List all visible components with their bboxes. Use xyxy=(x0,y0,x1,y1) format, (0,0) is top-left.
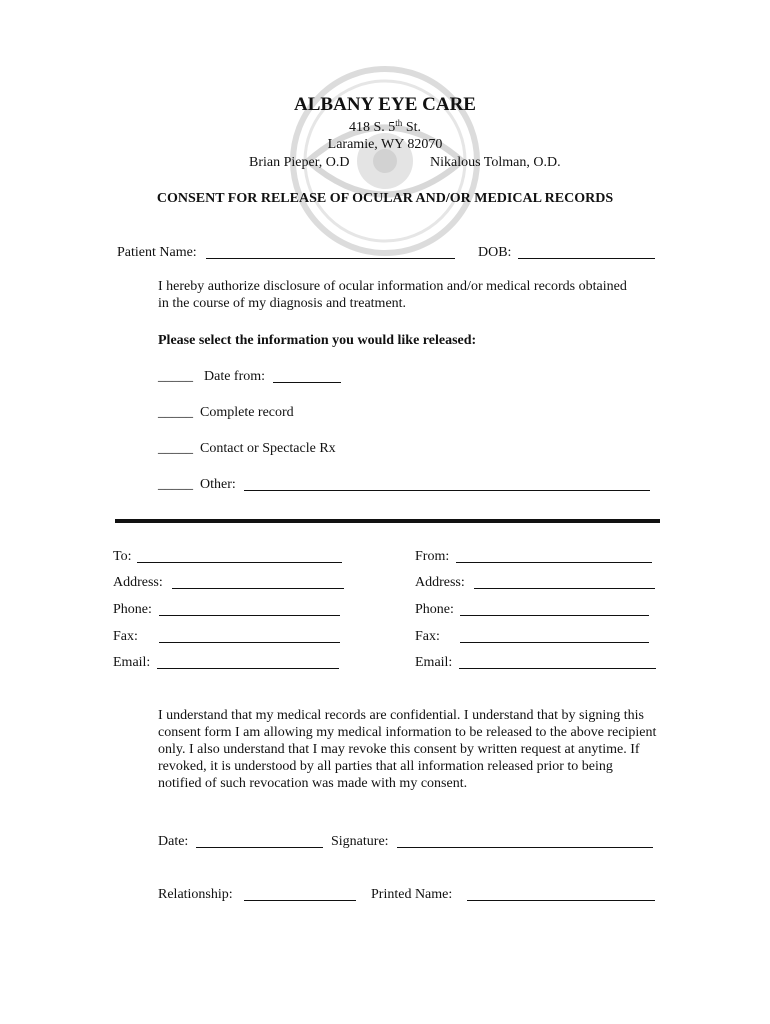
option-date-from-blank[interactable]: _____ xyxy=(158,369,193,384)
practice-name: ALBANY EYE CARE xyxy=(294,94,476,115)
patient-name-field[interactable] xyxy=(206,245,455,259)
option-complete-record-blank[interactable]: _____ xyxy=(158,405,193,420)
to-address-field[interactable] xyxy=(172,575,344,589)
from-phone-field[interactable] xyxy=(460,602,649,616)
other-field[interactable] xyxy=(244,477,650,491)
dob-label: DOB: xyxy=(478,245,512,260)
to-address-label: Address: xyxy=(113,575,163,590)
from-fax-field[interactable] xyxy=(460,629,649,643)
form-title: CONSENT FOR RELEASE OF OCULAR AND/OR MEDICAL RECORDS xyxy=(156,191,614,206)
date-from-field[interactable] xyxy=(273,369,341,383)
from-email-label: Email: xyxy=(415,655,453,670)
relationship-field[interactable] xyxy=(244,887,356,901)
option-complete-record-label: Complete record xyxy=(200,405,294,420)
to-email-field[interactable] xyxy=(157,655,339,669)
to-fax-field[interactable] xyxy=(159,629,340,643)
signature-field[interactable] xyxy=(397,834,653,848)
selection-heading: Please select the information you would like released: xyxy=(158,333,477,348)
from-fax-label: Fax: xyxy=(415,629,440,644)
option-contact-rx-label: Contact or Spectacle Rx xyxy=(200,441,336,456)
confidentiality-text: I understand that my medical records are confidential. I understand that by signing this consent form I am allowing my medical information to be released to the above recipient only. I also understand that I may revoke this consent by written request at anytime. If revoked, it is understood by all parties that all information released prior to being notified of such revocation was made with my consent. xyxy=(158,708,657,791)
doctor-name-1: Brian Pieper, O.D xyxy=(249,155,350,170)
to-phone-field[interactable] xyxy=(159,602,340,616)
dob-field[interactable] xyxy=(518,245,655,259)
authorization-text: I hereby authorize disclosure of ocular information and/or medical records obtained in the course of my diagnosis and treatment. xyxy=(158,279,627,311)
city-state-zip: Laramie, WY 82070 xyxy=(327,137,443,152)
section-divider xyxy=(115,519,660,523)
option-other-blank[interactable]: _____ xyxy=(158,477,193,492)
from-field[interactable] xyxy=(456,549,652,563)
street-address: 418 S. 5th St. xyxy=(349,118,421,135)
to-email-label: Email: xyxy=(113,655,151,670)
signature-label: Signature: xyxy=(331,834,389,849)
doctor-name-2: Nikalous Tolman, O.D. xyxy=(430,155,561,170)
from-email-field[interactable] xyxy=(459,655,656,669)
printed-name-field[interactable] xyxy=(467,887,655,901)
relationship-label: Relationship: xyxy=(158,887,233,902)
to-phone-label: Phone: xyxy=(113,602,152,617)
patient-name-label: Patient Name: xyxy=(117,245,197,260)
option-contact-rx-blank[interactable]: _____ xyxy=(158,441,193,456)
from-address-label: Address: xyxy=(415,575,465,590)
option-date-from-label: Date from: xyxy=(204,369,266,384)
printed-name-label: Printed Name: xyxy=(371,887,453,902)
to-fax-label: Fax: xyxy=(113,629,138,644)
from-label: From: xyxy=(415,549,450,564)
to-field[interactable] xyxy=(137,549,342,563)
date-field[interactable] xyxy=(196,834,323,848)
date-label: Date: xyxy=(158,834,189,849)
to-label: To: xyxy=(113,549,132,564)
from-address-field[interactable] xyxy=(474,575,655,589)
from-phone-label: Phone: xyxy=(415,602,454,617)
option-other-label: Other: xyxy=(200,477,236,492)
